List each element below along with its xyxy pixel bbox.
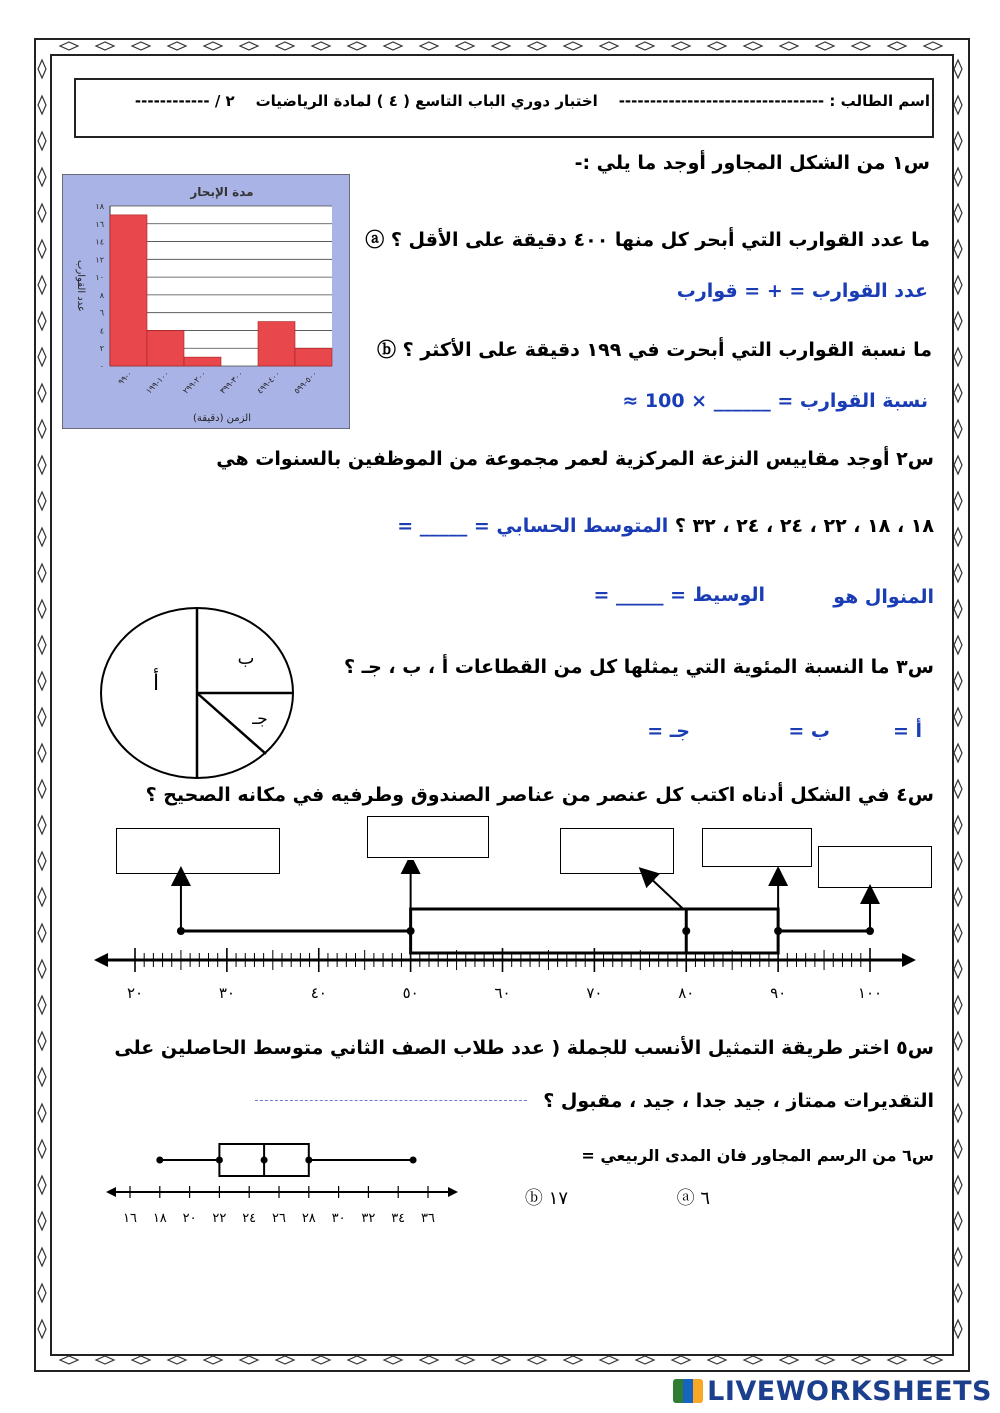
border-diamond (38, 168, 46, 186)
border-diamond (276, 42, 294, 50)
border-diamond (38, 636, 46, 654)
border-diamond (38, 204, 46, 222)
q6-axis-label: ٢٤ (242, 1211, 257, 1226)
sailing-duration-chart (62, 174, 350, 429)
brand-text: LIVEWORKSHEETS (707, 1376, 992, 1407)
arrow-left (94, 953, 108, 967)
border-diamond (852, 1356, 870, 1364)
border-diamond (38, 1140, 46, 1158)
border-diamond (96, 42, 114, 50)
border-diamond (528, 1356, 546, 1364)
border-diamond (954, 60, 962, 78)
axis-label: ٨٠ (678, 984, 695, 1002)
border-diamond (708, 1356, 726, 1364)
q5-line2: التقديرات ممتاز ، جيد جدا ، جيد ، مقبول ؟ (543, 1090, 934, 1112)
border-diamond (38, 852, 46, 870)
border-diamond (816, 1356, 834, 1364)
q2-title: س٢ أوجد مقاييس النزعة المركزية لعمر مجموعة من الموظفين بالسنوات هي (216, 448, 934, 470)
border-diamond (60, 1356, 78, 1364)
border-diamond (38, 132, 46, 150)
q6-axis-label: ٣٢ (361, 1211, 376, 1226)
q6-axis-label: ٢٢ (212, 1211, 227, 1226)
bar (110, 215, 147, 366)
border-diamond (600, 1356, 618, 1364)
chart-y-label: عدد القوارب (75, 260, 86, 312)
border-diamond (38, 744, 46, 762)
border-diamond (348, 42, 366, 50)
q1-part-a-answer: عدد القوارب = + = قوارب (676, 280, 928, 302)
border-diamond (954, 384, 962, 402)
border-diamond (204, 42, 222, 50)
q3-answer-c: جـ = (647, 720, 690, 742)
border-diamond (954, 456, 962, 474)
border-diamond (954, 168, 962, 186)
border-diamond (240, 1356, 258, 1364)
border-diamond (672, 1356, 690, 1364)
pie-label-a: أ (152, 671, 160, 696)
y-tick-label: ٢ (99, 344, 104, 354)
border-diamond (96, 1356, 114, 1364)
border-diamond (954, 780, 962, 798)
q6-axis-label: ٢٨ (301, 1211, 316, 1226)
y-tick-label: ٦ (99, 308, 104, 318)
border-diamond (38, 672, 46, 690)
border-diamond (312, 42, 330, 50)
border-diamond (240, 42, 258, 50)
border-diamond (954, 492, 962, 510)
y-tick-label: ١٦ (95, 219, 104, 229)
border-diamond (38, 96, 46, 114)
axis-label: ٥٠ (402, 984, 419, 1002)
border-diamond (38, 888, 46, 906)
border-diamond (384, 1356, 402, 1364)
border-diamond (954, 276, 962, 294)
border-diamond (420, 42, 438, 50)
border-diamond (456, 1356, 474, 1364)
border-diamond (38, 60, 46, 78)
q6-axis-label: ٣٠ (331, 1211, 346, 1226)
y-tick-label: ١٤ (95, 237, 104, 247)
border-diamond (492, 1356, 510, 1364)
q2-mode: المنوال هو (833, 586, 934, 608)
border-diamond (924, 1356, 942, 1364)
border-diamond (528, 42, 546, 50)
border-diamond (420, 1356, 438, 1364)
q3-answer-b: ب = (788, 720, 830, 742)
border-diamond (954, 528, 962, 546)
border-diamond (708, 42, 726, 50)
border-diamond (954, 564, 962, 582)
border-diamond (954, 1176, 962, 1194)
exam-title: اختبار دوري الباب التاسع ( ٤ ) لمادة الرياضيات (255, 92, 598, 110)
pie-label-c: جـ (252, 709, 268, 729)
y-tick-label: ١٨ (95, 202, 104, 211)
q6-axis-label: ٢٦ (272, 1211, 286, 1226)
header-line (90, 92, 930, 110)
bar (258, 322, 295, 366)
q3-title: س٣ ما النسبة المئوية التي يمثلها كل من القطاعات أ ، ب ، جـ ؟ (343, 656, 934, 678)
border-diamond (38, 1212, 46, 1230)
logo-icon (673, 1379, 703, 1403)
y-tick-label: ١٠ (95, 273, 104, 283)
pointer-arrow (646, 874, 683, 909)
border-diamond (954, 1140, 962, 1158)
border-diamond (954, 888, 962, 906)
q4-box-plot (90, 860, 920, 1010)
border-diamond (38, 384, 46, 402)
x-tick-label: ١٠٠-١٩٩ (144, 369, 171, 396)
border-diamond (954, 1248, 962, 1266)
border-diamond (780, 1356, 798, 1364)
border-diamond (492, 42, 510, 50)
border-diamond (954, 1320, 962, 1338)
border-diamond (954, 852, 962, 870)
border-diamond (312, 1356, 330, 1364)
border-diamond (276, 1356, 294, 1364)
q2-data: ١٨ ، ١٨ ، ٢٢ ، ٢٤ ، ٢٤ ، ٣٢ ؟ (674, 515, 934, 537)
y-tick-label: ١٢ (95, 255, 104, 265)
liveworksheets-logo (673, 1376, 992, 1407)
box (411, 909, 779, 953)
bar (295, 348, 332, 366)
border-diamond (954, 420, 962, 438)
border-diamond (38, 1248, 46, 1266)
border-diamond (954, 816, 962, 834)
q6-option-a[interactable]: ⓐ ٦ (676, 1188, 710, 1209)
border-diamond (38, 708, 46, 726)
border-diamond (168, 1356, 186, 1364)
axis-label: ٦٠ (494, 984, 511, 1002)
border-diamond (564, 42, 582, 50)
border-diamond (38, 1320, 46, 1338)
bar (184, 357, 221, 366)
q6-boxplot-point (305, 1157, 312, 1164)
border-diamond (38, 492, 46, 510)
x-tick-label: ٢٠٠-٢٩٩ (181, 369, 208, 396)
q6-boxplot-point (216, 1157, 223, 1164)
border-diamond (954, 996, 962, 1014)
axis-label: ٧٠ (586, 984, 603, 1002)
student-name-label: اسم الطالب : --------------------------------- (618, 92, 930, 110)
border-diamond (888, 1356, 906, 1364)
border-diamond (168, 42, 186, 50)
q3-answer-a: أ = (892, 720, 922, 742)
axis-label: ١٠٠ (857, 984, 883, 1002)
border-diamond (38, 996, 46, 1014)
border-diamond (954, 1284, 962, 1302)
border-diamond (38, 456, 46, 474)
pie-chart (96, 606, 300, 784)
border-diamond (38, 528, 46, 546)
arrow-right (902, 953, 916, 967)
border-diamond (954, 636, 962, 654)
border-diamond (954, 132, 962, 150)
q6-title: س٦ من الرسم المجاور فان المدى الربيعي = (581, 1146, 934, 1165)
border-diamond (38, 1032, 46, 1050)
boxplot-point (682, 927, 690, 935)
border-diamond (954, 348, 962, 366)
border-diamond (954, 240, 962, 258)
q6-axis-label: ١٨ (152, 1211, 167, 1226)
border-diamond (954, 744, 962, 762)
q1-part-b: ⓑ ما نسبة القوارب التي أبحرت في ١٩٩ دقيقة على الأكثر ؟ (377, 339, 932, 361)
border-diamond (38, 1176, 46, 1194)
border-diamond (38, 780, 46, 798)
q2-mean: المتوسط الحسابي = _____ = (397, 515, 669, 537)
border-diamond (204, 1356, 222, 1364)
border-diamond (348, 1356, 366, 1364)
q2-median: الوسيط = _____ = (593, 584, 765, 606)
border-diamond (38, 1068, 46, 1086)
q6-arrow-right (448, 1187, 458, 1197)
q6-boxplot-point (156, 1157, 163, 1164)
border-diamond (954, 96, 962, 114)
border-diamond (954, 1104, 962, 1122)
border-diamond (38, 816, 46, 834)
border-diamond (816, 42, 834, 50)
answer-box-q1[interactable] (367, 816, 489, 858)
border-diamond (38, 240, 46, 258)
axis-label: ٢٠ (126, 984, 144, 1002)
border-diamond (38, 420, 46, 438)
border-diamond (954, 1068, 962, 1086)
x-tick-label: ٤٠٠-٤٩٩ (255, 369, 282, 396)
q6-boxplot-point (261, 1157, 268, 1164)
x-tick-label: ٥٠٠-٥٩٩ (292, 369, 319, 396)
border-diamond (954, 708, 962, 726)
y-tick-label: ٨ (99, 290, 104, 300)
q6-boxplot-point (410, 1157, 417, 1164)
border-diamond (38, 1284, 46, 1302)
x-tick-label: ٠-٩٩ (116, 369, 134, 387)
q2-line (397, 515, 934, 537)
border-diamond (636, 42, 654, 50)
border-diamond (954, 924, 962, 942)
border-diamond (744, 1356, 762, 1364)
chart-x-label: الزمن (دقيقة) (193, 413, 251, 424)
border-diamond (60, 42, 78, 50)
border-diamond (954, 960, 962, 978)
border-diamond (954, 204, 962, 222)
border-diamond (888, 42, 906, 50)
border-diamond (672, 42, 690, 50)
q1-part-a: ⓐ ما عدد القوارب التي أبحر كل منها ٤٠٠ دقيقة على الأقل ؟ (365, 229, 930, 251)
q6-axis-label: ١٦ (123, 1211, 137, 1226)
border-diamond (38, 924, 46, 942)
q5-line1: س٥ اختر طريقة التمثيل الأنسب للجملة ( عدد طلاب الصف الثاني متوسط الحاصلين على (114, 1037, 934, 1059)
axis-label: ٤٠ (310, 984, 327, 1002)
border-diamond (38, 276, 46, 294)
border-diamond (132, 1356, 150, 1364)
border-diamond (456, 42, 474, 50)
border-diamond (954, 600, 962, 618)
chart-title: مدة الإبحار (190, 185, 254, 199)
q5-answer-line[interactable] (255, 1100, 527, 1101)
y-tick-label: ٤ (99, 326, 104, 336)
x-tick-label: ٣٠٠-٣٩٩ (218, 369, 245, 396)
q6-option-b[interactable]: ⓑ ١٧ (524, 1188, 568, 1209)
border-diamond (954, 672, 962, 690)
border-diamond (38, 348, 46, 366)
border-diamond (600, 42, 618, 50)
q1-title: س١ من الشكل المجاور أوجد ما يلي :- (574, 152, 930, 174)
border-diamond (744, 42, 762, 50)
border-diamond (384, 42, 402, 50)
border-diamond (38, 600, 46, 618)
q6-box-plot (104, 1136, 460, 1226)
border-diamond (132, 42, 150, 50)
q6-axis-label: ٢٠ (182, 1211, 197, 1226)
border-diamond (636, 1356, 654, 1364)
q6-axis-label: ٣٦ (421, 1211, 435, 1226)
border-diamond (38, 960, 46, 978)
bar (147, 330, 184, 366)
border-diamond (954, 312, 962, 330)
border-diamond (38, 1104, 46, 1122)
border-diamond (38, 564, 46, 582)
q6-arrow-left (106, 1187, 116, 1197)
border-diamond (954, 1032, 962, 1050)
axis-label: ٣٠ (218, 984, 235, 1002)
border-diamond (954, 1212, 962, 1230)
q1-part-b-answer: نسبة القوارب = ______ × 100 ≈ (622, 390, 928, 412)
border-diamond (38, 312, 46, 330)
grade-field: ٢ / ------------ (134, 92, 235, 110)
axis-label: ٩٠ (770, 984, 787, 1002)
y-tick-label: ٠ (99, 362, 104, 371)
q6-axis-label: ٣٤ (391, 1211, 406, 1226)
q4-title: س٤ في الشكل أدناه اكتب كل عنصر من عناصر الصندوق وطرفيه في مكانه الصحيح ؟ (145, 784, 934, 806)
border-diamond (564, 1356, 582, 1364)
border-diamond (924, 42, 942, 50)
pie-label-b: ب (237, 648, 255, 669)
border-diamond (780, 42, 798, 50)
border-diamond (852, 42, 870, 50)
